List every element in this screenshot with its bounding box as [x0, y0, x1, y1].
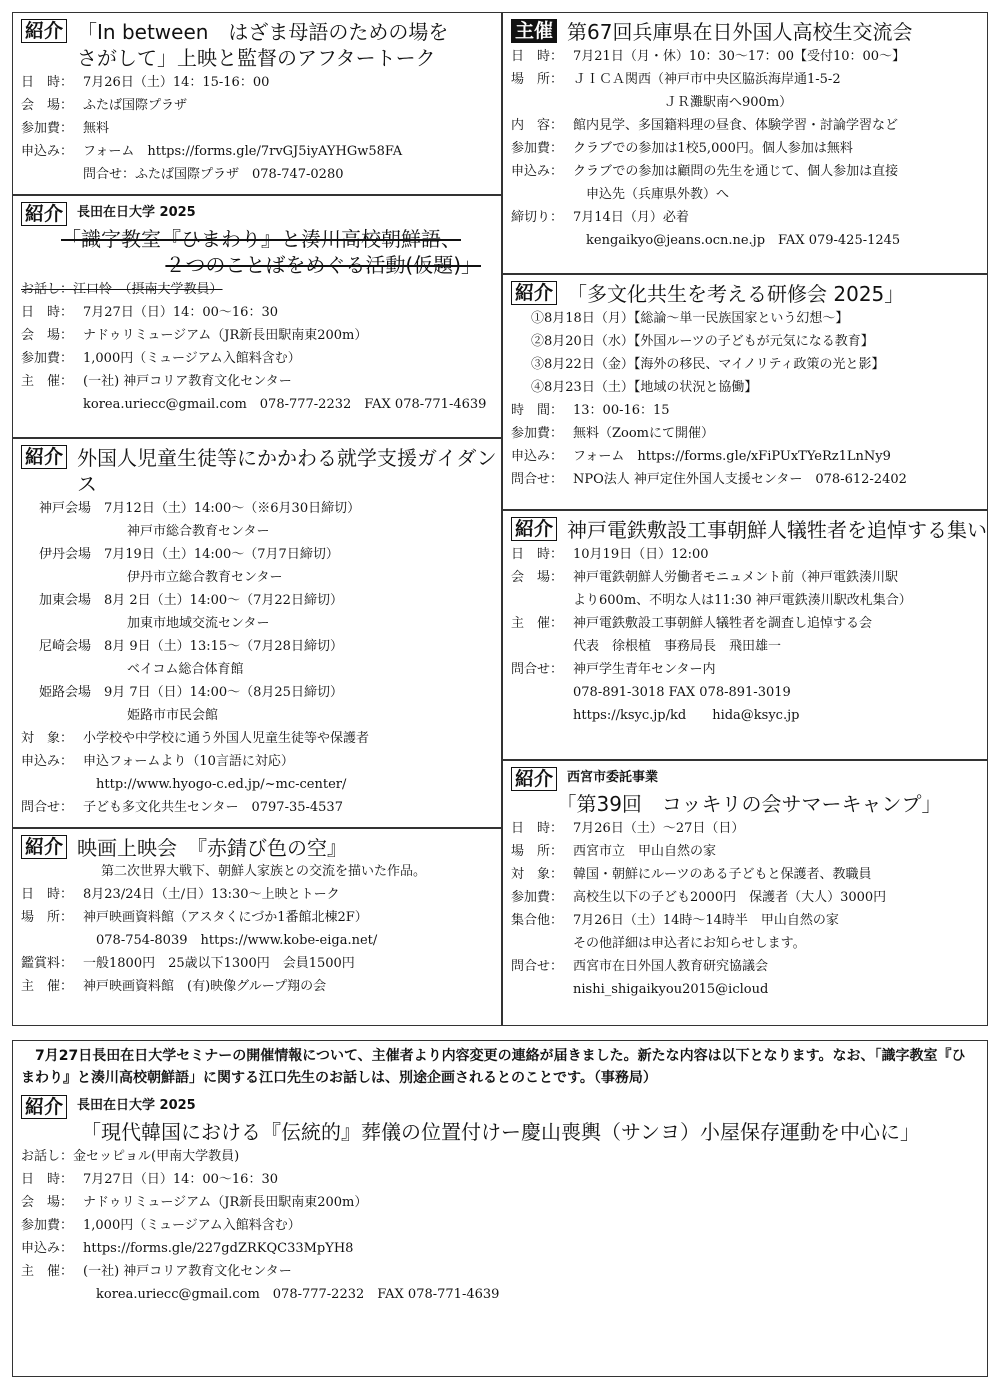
detail-value: より600m、不明な人は11:30 神戸電鉄湊川駅改札集合） [573, 593, 912, 608]
detail-label: 日 時： [511, 547, 564, 562]
detail-row [21, 140, 501, 163]
intro-tag: 紹介 [21, 835, 67, 859]
event-box-summer-camp [502, 760, 988, 1026]
detail-row [511, 635, 987, 658]
detail-row [21, 393, 501, 416]
venue-list [21, 497, 501, 727]
venue-schedule: 尼崎会場 8月 9日（土）13:15〜（7月28日締切） [39, 639, 343, 654]
detail-row [511, 863, 987, 886]
detail-value: 1,000円（ミュージアム入館料含む） [83, 1218, 301, 1233]
event-title-cancelled: 「識字教室『ひまわり』と湊川高校朝鮮語、 [61, 227, 461, 251]
detail-value: https://ksyc.jp/kd hida@ksyc.jp [573, 708, 800, 723]
detail-row [511, 886, 987, 909]
detail-value: ＪＩＣＡ関西（神戸市中央区脇浜海岸通1-5-2 [573, 72, 841, 87]
detail-label: 問合せ： [511, 472, 564, 487]
event-description: 第二次世界大戦下、朝鮮人家族との交流を描いた作品。 [101, 864, 427, 879]
detail-row [511, 589, 987, 612]
detail-label: 参加費： [511, 890, 564, 905]
detail-label: 日 時： [511, 49, 564, 64]
detail-row [21, 370, 501, 393]
detail-value: ＪＲ灘駅南へ900m） [573, 95, 793, 110]
event-series: 西宮市委託事業 [567, 770, 659, 785]
detail-label: 日 時： [21, 887, 74, 902]
intro-tag: 紹介 [21, 202, 67, 226]
detail-label [511, 635, 573, 658]
detail-row [21, 929, 501, 952]
event-title-cancelled: ２つのことばをめぐる活動(仮題)」 [165, 253, 481, 277]
venue-location: 姫路市市民会館 [127, 708, 219, 723]
detail-value: その他詳細は申込者にお知らせします。 [573, 936, 806, 951]
detail-value: 神戸映画資料館 (有)映像グループ翔の会 [83, 979, 327, 994]
detail-row [511, 229, 987, 252]
detail-label: 申込み： [21, 144, 74, 159]
detail-label: 主 催： [21, 374, 74, 389]
detail-label: 申込み： [511, 164, 564, 179]
detail-row [511, 399, 987, 422]
session-list [511, 307, 987, 399]
session-item: ①8月18日（月）【総論〜単一民族国家という幻想〜】 [531, 311, 849, 326]
detail-row [511, 543, 987, 566]
detail-label [511, 183, 573, 206]
detail-label [511, 229, 573, 252]
detail-label: 申込み： [511, 449, 564, 464]
detail-value: 078-754-8039 https://www.kobe-eiga.net/ [83, 933, 378, 948]
event-title: 「現代韓国における『伝統的』葬儀の位置付けー慶山喪輿（サンヨ）小屋保存運動を中心に」 [81, 1120, 920, 1144]
detail-label: 日 時： [21, 75, 74, 90]
session-item: ②8月20日（水）【外国ルーツの子どもが元気になる教育】 [531, 334, 874, 349]
event-series: 長田在日大学 2025 [77, 1098, 196, 1113]
detail-row [21, 727, 501, 750]
detail-value: 神戸電鉄朝鮮人労働者モニュメント前（神戸電鉄湊川駅 [573, 570, 899, 585]
detail-row [21, 773, 501, 796]
venue-location: 神戸市総合教育センター [127, 524, 270, 539]
detail-value: NPO法人 神戸定住外国人支援センター 078-612-2402 [573, 472, 907, 487]
detail-row [511, 160, 987, 183]
event-box-exchange [502, 12, 988, 274]
detail-value: 7月26日（土）14時〜14時半 甲山自然の家 [573, 913, 839, 928]
detail-row [511, 704, 987, 727]
detail-label: 日 時： [21, 1172, 74, 1187]
detail-value: 高校生以下の子ども2000円 保護者（大人）3000円 [573, 890, 887, 905]
detail-value: 神戸映画資料館（アスタくにづか1番館北棟2F） [83, 910, 368, 925]
intro-tag: 紹介 [511, 767, 557, 791]
venue-location: 加東市地域交流センター [127, 616, 270, 631]
detail-row [511, 658, 987, 681]
detail-value: 8月23/24日（土/日）13:30〜上映とトーク [83, 887, 340, 902]
event-title: 神戸電鉄敷設工事朝鮮人犠牲者を追悼する集い [567, 518, 988, 542]
detail-label: 時 間： [511, 403, 564, 418]
detail-list [21, 883, 501, 998]
intro-tag: 紹介 [21, 445, 67, 469]
detail-row [511, 422, 987, 445]
detail-value: (一社) 神戸コリア教育文化センター [83, 1264, 292, 1279]
speaker-cancelled: お話し：江口怜 （摂南大学教員） [21, 282, 223, 297]
detail-value: 無料（Zoomにて開催） [573, 426, 715, 441]
detail-row [511, 45, 987, 68]
detail-list [511, 543, 987, 727]
event-title: 「In between はざま母語のための場を [77, 20, 449, 44]
detail-row [21, 883, 501, 906]
detail-row [511, 137, 987, 160]
detail-list [21, 71, 501, 186]
detail-value: 小学校や中学校に通う外国人児童生徒等や保護者 [83, 731, 370, 746]
detail-row [21, 1191, 979, 1214]
detail-label: 対 象： [511, 867, 564, 882]
detail-label: 申込み： [21, 754, 74, 769]
detail-list [21, 301, 501, 416]
detail-label [511, 978, 573, 1001]
detail-label: 場 所： [511, 72, 564, 87]
detail-list [511, 399, 987, 491]
detail-label [21, 163, 83, 186]
detail-label: 会 場： [511, 570, 564, 585]
event-title: 「第39回 コッキリの会サマーキャンプ」 [556, 792, 942, 816]
speaker: お話し：金セッピョル(甲南大学教員) [21, 1149, 240, 1164]
detail-row [21, 952, 501, 975]
detail-value: 申込フォームより（10言語に対応） [83, 754, 294, 769]
detail-label: 主 催： [21, 1264, 74, 1279]
detail-row [21, 1237, 979, 1260]
detail-row [511, 681, 987, 704]
detail-label: 問合せ： [511, 662, 564, 677]
detail-list [511, 817, 987, 1001]
detail-label: 場 所： [21, 910, 74, 925]
detail-label: 会 場： [21, 328, 74, 343]
detail-row [511, 206, 987, 229]
detail-label: 参加費： [21, 121, 74, 136]
detail-value: フォーム https://forms.gle/xFiPUxTYeRz1LnNy9 [573, 449, 891, 464]
detail-label: 申込み： [21, 1241, 74, 1256]
detail-label: 日 時： [511, 821, 564, 836]
detail-row [511, 566, 987, 589]
detail-value: 神戸電鉄敷設工事朝鮮人犠牲者を調査し追悼する会 [573, 616, 873, 631]
detail-row [21, 324, 501, 347]
detail-label: 参加費： [21, 1218, 74, 1233]
detail-value: 申込先（兵庫県外教）へ [573, 187, 730, 202]
detail-label: 会 場： [21, 98, 74, 113]
detail-value: https://forms.gle/227gdZRKQC33MpYH8 [83, 1241, 354, 1256]
detail-label [21, 929, 83, 952]
detail-row [21, 1168, 979, 1191]
detail-value: ナドゥリミュージアム（JR新長田駅南東200m） [83, 328, 368, 343]
detail-row [511, 91, 987, 114]
detail-label [21, 393, 83, 416]
detail-value: 韓国・朝鮮にルーツのある子どもと保護者、教職員 [573, 867, 872, 882]
detail-row [21, 71, 501, 94]
detail-label: 集合他： [511, 913, 564, 928]
detail-label: 会 場： [21, 1195, 74, 1210]
detail-value: kengaikyo@jeans.ocn.ne.jp FAX 079-425-1245 [573, 233, 901, 248]
detail-value: ナドゥリミュージアム（JR新長田駅南東200m） [83, 1195, 368, 1210]
detail-label: 問合せ： [511, 959, 564, 974]
venue-schedule: 神戸会場 7月12日（土）14:00〜（※6月30日締切） [39, 501, 361, 516]
detail-value: 問合せ：ふたば国際プラザ 078-747-0280 [83, 167, 344, 182]
detail-label [511, 589, 573, 612]
detail-label [511, 704, 573, 727]
detail-value: フォーム https://forms.gle/7rvGJ5iyAYHGw58FA [83, 144, 403, 159]
detail-value: 7月26日（土）14：15-16：00 [83, 75, 270, 90]
detail-row [511, 612, 987, 635]
intro-tag: 紹介 [511, 281, 557, 305]
host-tag: 主催 [511, 19, 557, 43]
detail-value: korea.uriecc@gmail.com 078-777-2232 FAX 078-771-4639 [83, 397, 487, 412]
detail-value: 7月27日（日）14：00〜16：30 [83, 305, 278, 320]
detail-row [511, 978, 987, 1001]
detail-label: 締切り： [511, 210, 564, 225]
intro-tag: 紹介 [511, 517, 557, 541]
detail-value: 7月14日（月）必着 [573, 210, 689, 225]
detail-value: (一社) 神戸コリア教育文化センター [83, 374, 292, 389]
detail-label: 対 象： [21, 731, 74, 746]
detail-row [511, 468, 987, 491]
detail-row [21, 94, 501, 117]
detail-list [21, 1168, 979, 1306]
detail-label: 鑑賞料： [21, 956, 74, 971]
detail-value: 無料 [83, 121, 110, 136]
detail-label [511, 91, 573, 114]
detail-value: 10月19日（日）12:00 [573, 547, 709, 562]
detail-value: nishi_shigaikyou2015@icloud [573, 982, 769, 997]
detail-row [511, 445, 987, 468]
event-title: 「多文化共生を考える研修会 2025」 [567, 282, 905, 306]
detail-list [511, 45, 987, 252]
detail-value: クラブでの参加は顧問の先生を通じて、個人参加は直接 [573, 164, 899, 179]
detail-value: 神戸学生青年センター内 [573, 662, 716, 677]
event-title: 映画上映会 『赤錆び色の空』 [77, 836, 348, 860]
detail-row [21, 906, 501, 929]
detail-label [511, 681, 573, 704]
detail-label [21, 1283, 83, 1306]
detail-value: 子ども多文化共生センター 0797-35-4537 [83, 800, 343, 815]
detail-value: 西宮市立 甲山自然の家 [573, 844, 717, 859]
event-box-seminar [502, 274, 988, 510]
detail-row [511, 909, 987, 932]
detail-label: 参加費： [21, 351, 74, 366]
detail-row [511, 840, 987, 863]
detail-value: クラブでの参加は1校5,000円。個人参加は無料 [573, 141, 853, 156]
event-box-nagata-1 [12, 195, 502, 438]
detail-list [21, 727, 501, 819]
detail-row [511, 114, 987, 137]
change-notice-box [12, 1040, 988, 1377]
detail-value: 13：00-16：15 [573, 403, 670, 418]
detail-label: 参加費： [511, 426, 564, 441]
detail-label: 内 容： [511, 118, 564, 133]
event-box-movie [12, 828, 502, 1026]
detail-label: 参加費： [511, 141, 564, 156]
detail-row [21, 347, 501, 370]
detail-row [511, 955, 987, 978]
session-item: ③8月22日（金）【海外の移民、マイノリティ政策の光と影】 [531, 357, 885, 372]
detail-row [21, 1283, 979, 1306]
detail-label: 場 所： [511, 844, 564, 859]
venue-schedule: 姫路会場 9月 7日（日）14:00〜（8月25日締切） [39, 685, 343, 700]
detail-row [21, 301, 501, 324]
detail-value: 1,000円（ミュージアム入館料含む） [83, 351, 301, 366]
event-title: 第67回兵庫県在日外国人高校生交流会 [567, 20, 913, 44]
detail-label: 問合せ： [21, 800, 74, 815]
intro-tag: 紹介 [21, 1095, 67, 1119]
detail-value: 7月21日（月・休）10：30〜17：00【受付10：00〜】 [573, 49, 906, 64]
detail-row [21, 163, 501, 186]
detail-row [21, 1260, 979, 1283]
detail-row [21, 750, 501, 773]
detail-label: 日 時： [21, 305, 74, 320]
detail-label: 主 催： [21, 979, 74, 994]
detail-value: korea.uriecc@gmail.com 078-777-2232 FAX 078-771-4639 [83, 1287, 500, 1302]
detail-value: http://www.hyogo-c.ed.jp/~mc-center/ [83, 777, 347, 792]
event-title: 外国人児童生徒等にかかわる就学支援ガイダンス [77, 446, 497, 496]
detail-row [21, 1214, 979, 1237]
detail-row [511, 932, 987, 955]
detail-value: ふたば国際プラザ [83, 98, 188, 113]
detail-label: 主 催： [511, 616, 564, 631]
event-box-in-between [12, 12, 502, 195]
detail-label [511, 932, 573, 955]
venue-schedule: 加東会場 8月 2日（土）14:00〜（7月22日締切） [39, 593, 343, 608]
detail-value: 代表 徐根植 事務局長 飛田雄一 [573, 639, 782, 654]
detail-value: 西宮市在日外国人教育研究協議会 [573, 959, 769, 974]
detail-row [21, 117, 501, 140]
venue-schedule: 伊丹会場 7月19日（土）14:00〜（7月7日締切） [39, 547, 339, 562]
event-title: さがして」上映と監督のアフタートーク [77, 46, 436, 70]
detail-label [21, 773, 83, 796]
event-box-memorial [502, 510, 988, 760]
intro-tag: 紹介 [21, 19, 67, 43]
detail-row [511, 183, 987, 206]
detail-value: 078-891-3018 FAX 078-891-3019 [573, 685, 791, 700]
detail-row [21, 975, 501, 998]
detail-value: 7月26日（土）〜27日（日） [573, 821, 745, 836]
venue-location: ベイコム総合体育館 [127, 662, 244, 677]
venue-location: 伊丹市立総合教育センター [127, 570, 283, 585]
detail-value: 7月27日（日）14：00〜16：30 [83, 1172, 278, 1187]
change-notice-text: 7月27日長田在日大学セミナーの開催情報について、主催者より内容変更の連絡が届きました。新たな内容は以下となります。なお、「識字教室『ひまわり』と湊川高校朝鮮語」に関する江口先生のお話しは、別途企画されるとのことです。（事務局） [21, 1048, 966, 1086]
event-series: 長田在日大学 2025 [77, 205, 196, 220]
detail-value: 一般1800円 25歳以下1300円 会員1500円 [83, 956, 355, 971]
detail-value: 館内見学、多国籍料理の昼食、体験学習・討論学習など [573, 118, 899, 133]
event-box-guidance [12, 438, 502, 828]
detail-row [21, 796, 501, 819]
session-item: ④8月23日（土）【地域の状況と協働】 [531, 380, 758, 395]
detail-row [511, 817, 987, 840]
detail-row [511, 68, 987, 91]
